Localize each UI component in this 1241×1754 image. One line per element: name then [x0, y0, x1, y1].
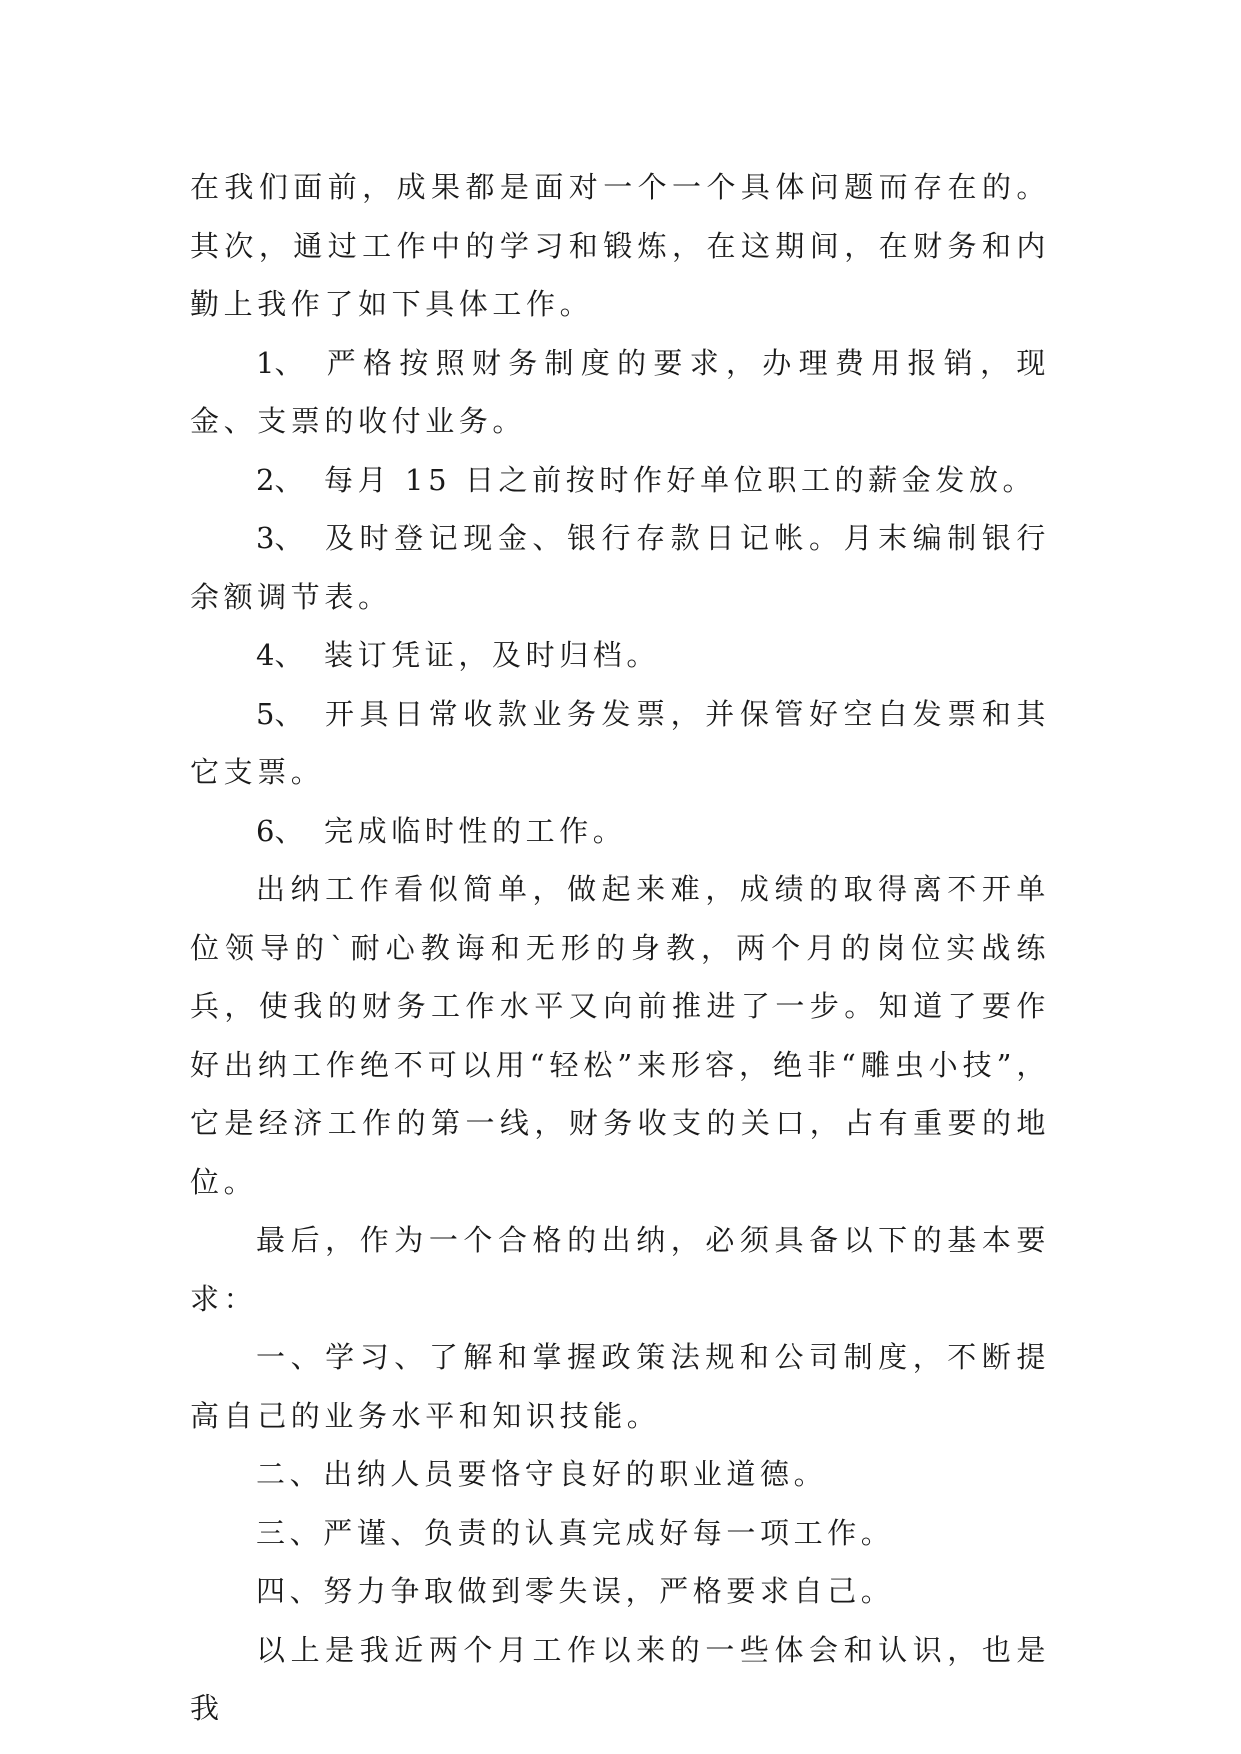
list-item-text: 开具日常收款业务发票，并保管好空白发票和其它支票。	[190, 696, 1050, 789]
list-item-2	[190, 451, 1050, 510]
paragraph-cashier-work: 出纳工作看似简单，做起来难，成绩的取得离不开单位领导的`耐心教诲和无形的身教，两个月的岗位实战练兵，使我的财务工作水平又向前推进了一步。知道了要作好出纳工作绝不可以用“轻松”来形容，绝非“雕虫小技”，它是经济工作的第一线，财务收支的关口，占有重要的地位。	[190, 872, 1050, 1199]
list-item-text: 严格按照财务制度的要求，办理费用报销，现金、支票的收付业务。	[190, 345, 1050, 438]
list-item-6	[190, 802, 1050, 861]
list-item-3	[190, 509, 1050, 626]
list-item-number: 6、	[256, 813, 304, 848]
list-item-text: 装订凭证，及时归档。	[324, 638, 661, 672]
list-item-text: 完成临时性的工作。	[324, 813, 627, 848]
requirement-3: 三、严谨、负责的认真完成好每一项工作。	[256, 1515, 895, 1550]
paragraph-intro: 在我们面前，成果都是面对一个一个具体问题而存在的。其次，通过工作中的学习和锻炼，在这期间，在财务和内勤上我作了如下具体工作。	[190, 170, 1050, 321]
list-item-number: 1、	[256, 345, 304, 380]
list-item-number: 2、	[256, 462, 304, 497]
requirement-4: 四、努力争取做到零失误，严格要求自己。	[256, 1574, 895, 1608]
list-item-number: 4、	[256, 638, 304, 672]
list-item-text: 每月 15 日之前按时作好单位职工的薪金发放。	[324, 462, 1037, 497]
list-item-4	[190, 626, 1050, 685]
document-page	[190, 158, 1050, 1738]
paragraph-closing: 以上是我近两个月工作以来的一些体会和认识，也是我	[190, 1632, 1050, 1725]
list-item-5	[190, 685, 1050, 802]
requirement-2: 二、出纳人员要恪守良好的职业道德。	[256, 1457, 828, 1491]
paragraph-requirements-intro: 最后，作为一个合格的出纳，必须具备以下的基本要求：	[190, 1223, 1050, 1316]
list-item-number: 3、	[256, 521, 304, 555]
requirement-1: 一、学习、了解和掌握政策法规和公司制度，不断提高自己的业务水平和知识技能。	[190, 1340, 1050, 1433]
list-item-number: 5、	[256, 696, 304, 731]
list-item-1	[190, 334, 1050, 451]
list-item-text: 及时登记现金、银行存款日记帐。月末编制银行余额调节表。	[190, 521, 1050, 614]
